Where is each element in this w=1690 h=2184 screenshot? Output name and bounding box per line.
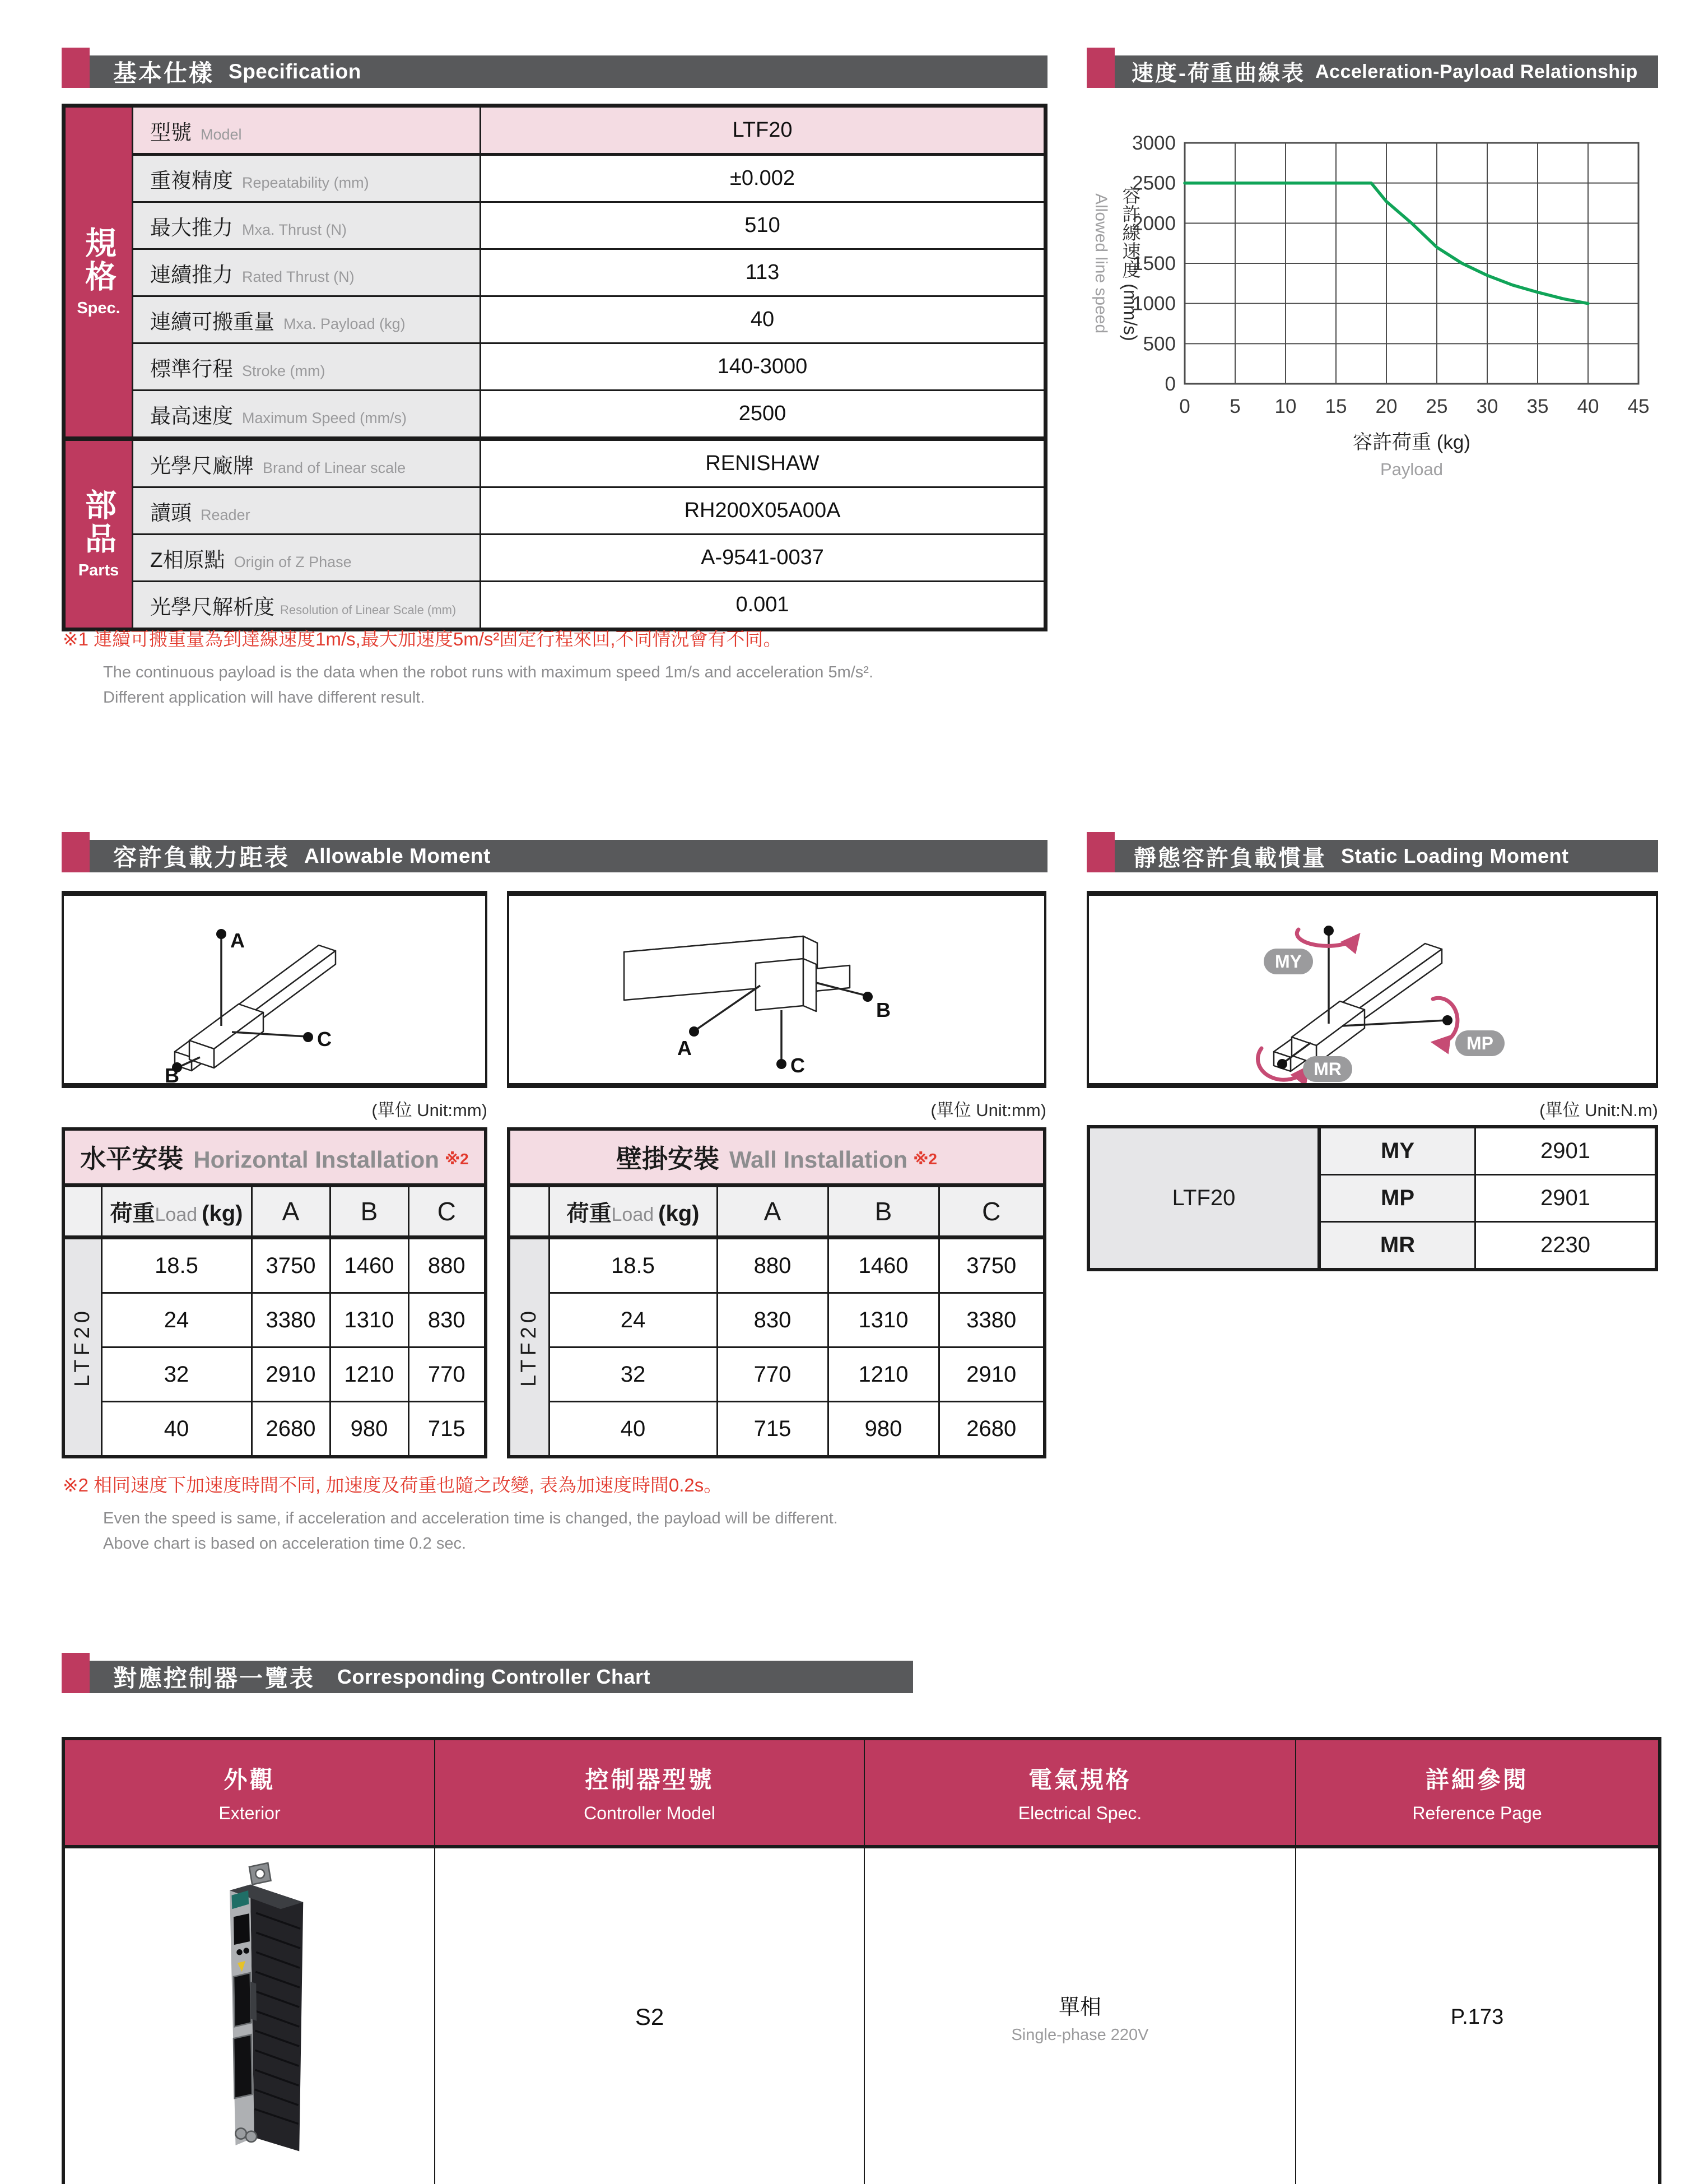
x-tick-label: 20	[1375, 396, 1398, 417]
col-header-c: C	[408, 1186, 486, 1238]
section-header-chart	[1087, 48, 1658, 88]
table-row: LTF20 18.5 880 1460 3750	[509, 1238, 1045, 1293]
footnote-en: Different application will have different result.	[103, 689, 425, 707]
accent-square	[1087, 832, 1115, 872]
chart-ylabel-cjk: 容許線速度 (mm/s)	[1120, 185, 1141, 341]
col-header-b: B	[828, 1186, 939, 1238]
spec-value: LTF20	[481, 106, 1046, 155]
section-title-cjk: 對應控制器一覽表	[113, 1665, 315, 1692]
spec-value: ±0.002	[481, 155, 1046, 202]
chart-ylabel-en: Allowed line speed	[1092, 193, 1110, 334]
accent-square	[1087, 48, 1115, 88]
section-header-allowable-moment	[62, 832, 1047, 872]
moment-value: 2901	[1475, 1175, 1657, 1222]
header-bar	[90, 1661, 913, 1693]
point-label-a: A	[677, 1037, 692, 1060]
footnote-en: The continuous payload is the data when the robot runs with maximum speed 1m/s and acceleration 5m/s².	[103, 663, 874, 682]
static-moment-diagram-box	[1087, 891, 1658, 1088]
moment-label: MR	[1319, 1222, 1475, 1270]
model-cell: LTF20	[1088, 1127, 1319, 1270]
table-row	[64, 487, 1046, 535]
spec-label: 型號 Model	[133, 106, 481, 155]
controller-header-row	[63, 1739, 1660, 1847]
accent-square	[62, 48, 90, 88]
y-tick-label: 1000	[1132, 292, 1176, 315]
spec-group-cell	[64, 439, 133, 630]
point-label-b: B	[876, 998, 891, 1021]
col-header-c: C	[939, 1186, 1045, 1238]
col-header-exterior: 外觀 Exterior	[63, 1739, 435, 1847]
table-row	[64, 155, 1046, 202]
section-title-en: Allowable Moment	[304, 844, 491, 867]
group-label-cjk: 規格	[81, 226, 117, 294]
moment-value: 2230	[1475, 1222, 1657, 1270]
table-row: 40 2680 980 715	[63, 1402, 486, 1457]
moment-label: MP	[1319, 1175, 1475, 1222]
table-row	[64, 249, 1046, 296]
col-header-electrical: 電氣規格 Electrical Spec.	[864, 1739, 1296, 1847]
group-label-en: Spec.	[77, 299, 120, 317]
horizontal-installation-table	[62, 1127, 487, 1458]
section-header-controller-chart	[62, 1653, 913, 1693]
wall-installation-table	[507, 1127, 1046, 1458]
y-tick-label: 0	[1165, 373, 1176, 395]
table-row	[64, 343, 1046, 391]
spec-label: 光學尺廠牌 Brand of Linear scale	[133, 439, 481, 487]
chart-xlabel-cjk: 容許荷重 (kg)	[1352, 431, 1470, 453]
y-tick-label: 1500	[1132, 253, 1176, 275]
spec-label: 重複精度 Repeatability (mm)	[133, 155, 481, 202]
spec-footnote	[63, 626, 1082, 710]
controller-table	[62, 1737, 1661, 2184]
col-header-a: A	[252, 1186, 330, 1238]
group-label-en: Parts	[78, 561, 119, 579]
spec-value: 0.001	[481, 582, 1046, 630]
table-title-row: 水平安裝 Horizontal Installation $^{※2}$	[63, 1129, 486, 1186]
spec-group-cell	[64, 106, 133, 439]
y-tick-label: 2000	[1132, 212, 1176, 235]
table-row	[64, 582, 1046, 630]
corner-cell	[509, 1186, 549, 1238]
accent-square	[62, 832, 90, 872]
col-header-b: B	[330, 1186, 408, 1238]
spec-label: 最大推力 Mxa. Thrust (N)	[133, 202, 481, 249]
spec-label: 連續推力 Rated Thrust (N)	[133, 249, 481, 296]
unit-note-mm: (單位 Unit:mm)	[371, 1100, 487, 1120]
spec-label: 光學尺解析度 Resolution of Linear Scale (mm)	[133, 582, 481, 630]
section-header-static-loading	[1087, 832, 1658, 872]
x-tick-label: 35	[1526, 396, 1549, 417]
spec-value: 2500	[481, 391, 1046, 439]
y-tick-label: 3000	[1132, 132, 1176, 154]
horizontal-installation-diagram-box	[62, 891, 487, 1088]
wall-installation-diagram	[509, 896, 1044, 1083]
table-row	[64, 202, 1046, 249]
point-label-b: B	[165, 1064, 179, 1083]
controller-electrical-cell: 單相 Single-phase 220V	[864, 1847, 1296, 2184]
horizontal-installation-diagram	[64, 896, 485, 1083]
group-label-cjk: 部品	[81, 489, 117, 556]
x-tick-label: 25	[1426, 396, 1448, 417]
spec-value: RH200X05A00A	[481, 487, 1046, 535]
section-title-en: Corresponding Controller Chart	[337, 1665, 651, 1688]
col-header-a: A	[717, 1186, 828, 1238]
moment-footnote	[63, 1472, 1082, 1556]
table-row: 24 3380 1310 830	[63, 1293, 486, 1347]
table-row: LTF20 18.5 3750 1460 880	[63, 1238, 486, 1293]
point-label-c: C	[317, 1028, 332, 1051]
x-tick-label: 10	[1274, 396, 1297, 417]
static-moment-diagram	[1089, 896, 1656, 1083]
section-title-cjk: 速度-荷重曲線表	[1132, 62, 1305, 86]
section-title-en: Acceleration-Payload Relationship	[1315, 61, 1638, 82]
footnote-red: ※1 連續可搬重量為到達線速度1m/s,最大加速度5m/s²固定行程來回,不同情況會有不同。	[63, 629, 782, 649]
x-tick-label: 5	[1230, 396, 1241, 417]
section-title-en: Static Loading Moment	[1341, 844, 1569, 867]
table-row: 24 830 1310 3380	[509, 1293, 1045, 1347]
footnote-en: Even the speed is same, if acceleration and acceleration time is changed, the payload will be different.	[103, 1509, 838, 1528]
chart-xlabel-en: Payload	[1380, 459, 1444, 479]
model-cell: LTF20	[63, 1238, 101, 1457]
spec-label: 讀頭 Reader	[133, 487, 481, 535]
table-header-row	[509, 1186, 1045, 1238]
col-header-reference: 詳細參閱 Reference Page	[1296, 1739, 1660, 1847]
spec-value: RENISHAW	[481, 439, 1046, 487]
table-header-row	[63, 1186, 486, 1238]
table-row: 32 2910 1210 770	[63, 1347, 486, 1402]
header-bar	[90, 840, 1047, 872]
table-title-row: 壁掛安裝 Wall Installation $^{※2}$	[509, 1129, 1045, 1186]
specification-table	[62, 104, 1047, 631]
section-title-cjk: 靜態容許負載慣量	[1134, 845, 1326, 871]
header-bar	[1115, 55, 1658, 88]
load-header: 荷重Load (kg)	[101, 1186, 252, 1238]
controller-data-row	[63, 1847, 1660, 2184]
table-row	[64, 439, 1046, 487]
load-header: 荷重Load (kg)	[549, 1186, 717, 1238]
unit-note-nm: (單位 Unit:N.m)	[1539, 1100, 1658, 1120]
x-tick-label: 40	[1577, 396, 1599, 417]
spec-label: 最高速度 Maximum Speed (mm/s)	[133, 391, 481, 439]
spec-label: 標準行程 Stroke (mm)	[133, 343, 481, 391]
spec-value: 113	[481, 249, 1046, 296]
moment-label: MY	[1319, 1127, 1475, 1175]
controller-exterior-cell	[63, 1847, 435, 2184]
footnote-red: ※2 相同速度下加速度時間不同, 加速度及荷重也隨之改變, 表為加速度時間0.2s。	[63, 1475, 723, 1495]
x-tick-label: 30	[1476, 396, 1498, 417]
x-tick-label: 15	[1325, 396, 1347, 417]
wall-installation-diagram-box	[507, 891, 1046, 1088]
mp-badge-label: MP	[1466, 1033, 1493, 1053]
header-bar	[90, 55, 1047, 88]
static-loading-moment-table	[1087, 1125, 1658, 1271]
moment-value: 2901	[1475, 1127, 1657, 1175]
section-title-en: Specification	[229, 60, 361, 83]
x-tick-label: 45	[1627, 396, 1650, 417]
spec-label: Z相原點 Origin of Z Phase	[133, 535, 481, 582]
controller-model-cell: S2	[435, 1847, 864, 2184]
section-title-cjk: 容許負載力距表	[113, 844, 290, 871]
spec-value: 510	[481, 202, 1046, 249]
y-tick-label: 2500	[1132, 172, 1176, 194]
x-tick-label: 0	[1179, 396, 1190, 417]
spec-value: 140-3000	[481, 343, 1046, 391]
col-header-model: 控制器型號 Controller Model	[435, 1739, 864, 1847]
servo-drive-image	[170, 1859, 360, 2173]
corner-cell	[63, 1186, 101, 1238]
table-row	[64, 106, 1046, 155]
table-row: 40 715 980 2680	[509, 1402, 1045, 1457]
mr-badge-label: MR	[1314, 1059, 1342, 1079]
section-title-cjk: 基本仕樣	[113, 60, 215, 86]
spec-label: 連續可搬重量 Mxa. Payload (kg)	[133, 296, 481, 343]
chart-xlabel	[1185, 427, 1638, 480]
table-row	[64, 296, 1046, 343]
spec-value: A-9541-0037	[481, 535, 1046, 582]
my-badge-label: MY	[1275, 951, 1302, 972]
table-row	[1088, 1127, 1656, 1175]
table-row	[64, 391, 1046, 439]
accent-square	[62, 1653, 90, 1693]
table-row	[64, 535, 1046, 582]
unit-note-mm: (單位 Unit:mm)	[930, 1100, 1046, 1120]
table-row: 32 770 1210 2910	[509, 1347, 1045, 1402]
footnote-en: Above chart is based on acceleration time 0.2 sec.	[103, 1535, 467, 1553]
point-label-c: C	[790, 1054, 805, 1077]
model-cell: LTF20	[509, 1238, 549, 1457]
spec-value: 40	[481, 296, 1046, 343]
point-label-a: A	[230, 929, 245, 952]
header-bar	[1115, 840, 1658, 872]
section-header-specification	[62, 48, 1047, 88]
y-tick-label: 500	[1143, 333, 1176, 355]
controller-reference-cell: P.173	[1296, 1847, 1660, 2184]
